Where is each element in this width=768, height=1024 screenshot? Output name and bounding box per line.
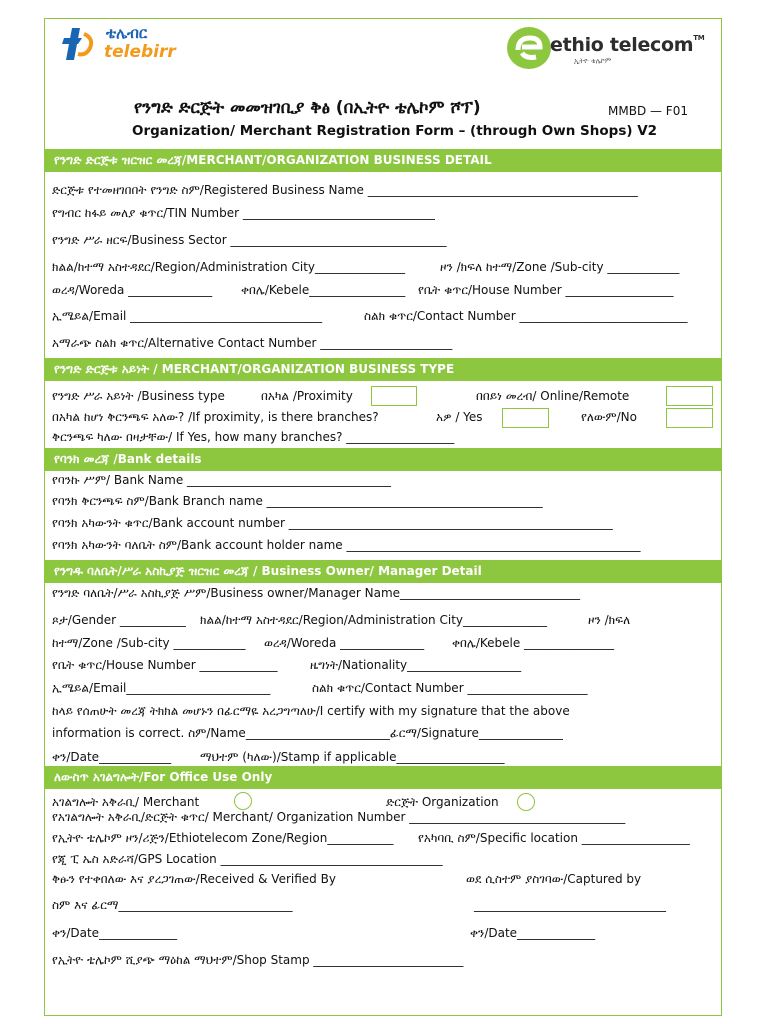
merchant-number-field[interactable]: የአገልግሎት አቅራቢ/ድርጅት ቁጥር/ Merchant/ Organization Number ____________________________________	[52, 810, 626, 824]
gps-location-field[interactable]: የጂ ፒ ኤስ አድራሻ/GPS Location _____________________________________	[52, 852, 443, 866]
region-field[interactable]: ክልል/ከተማ አስተዳደር/Region/Administration City_______________	[52, 260, 405, 274]
section-header-business-detail: የንግድ ድርጅቱ ዝርዝር መረጃ/MERCHANT/ORGANIZATION BUSINESS DETAIL	[44, 149, 722, 172]
owner-region-field[interactable]: ክልል/ከተማ አስተዳደር/Region/Administration City______________	[200, 613, 547, 627]
telebirr-logo-amharic: ቴሌብር	[106, 24, 148, 42]
house-number-field[interactable]: የቤት ቁጥር/House Number __________________	[418, 283, 674, 297]
certify-name-signature-field[interactable]: information is correct. ስም/Name________________________ፊርማ/Signature______________	[52, 726, 563, 740]
merchant-label: አገልግሎት አቅራቢ/ Merchant	[52, 795, 200, 809]
proximity-checkbox[interactable]	[371, 386, 417, 406]
specific-location-field[interactable]: የአካባቢ ስም/Specific location __________________	[418, 831, 690, 845]
telebirr-mark-icon	[60, 24, 96, 64]
contact-number-field[interactable]: ስልክ ቁጥር/Contact Number ____________________________	[364, 309, 688, 323]
kebele-field[interactable]: ቀበሌ/Kebele________________	[241, 283, 406, 297]
account-holder-field[interactable]: የባንክ አካውንት ባለቤት ስም/Bank account holder name _________________________________________________	[52, 538, 641, 552]
woreda-field[interactable]: ወረዳ/Woreda ______________	[52, 283, 213, 297]
name-signature-field[interactable]: ስም እና ፊርማ_____________________________	[52, 898, 293, 912]
online-remote-label: በበይነ መረብ/ Online/Remote	[476, 389, 630, 403]
email-field[interactable]: ኢሜይል/Email ________________________________	[52, 309, 323, 323]
ethio-telecom-logo-text: ethio telecom™	[550, 34, 705, 56]
ethio-telecom-logo-amharic: ኢትዮ ቴሌኮም	[574, 57, 612, 65]
section-header-owner-detail: የንግዱ ባለቤት/ሥራ አስኪያጅ ዝርዝር መረጃ / Business Owner/ Manager Detail	[44, 560, 722, 583]
received-verified-label: ቅፁን የተቀበለው እና ያረጋገጠው/Received & Verified By	[52, 872, 336, 886]
organization-label: ድርጅት Organization	[386, 795, 499, 809]
owner-house-field[interactable]: የቤት ቁጥር/House Number _____________	[52, 658, 278, 672]
yes-label: አዎ / Yes	[436, 410, 483, 424]
section-header-bank-details: የባንክ መረጃ /Bank details	[44, 448, 722, 471]
tin-field[interactable]: የግብር ከፋይ መለያ ቁጥር/TIN Number ________________________________	[52, 206, 435, 220]
form-title-amharic: የንግድ ድርጅት መመዝገቢያ ቅፅ (በኢትዮ ቴሌኮም ሾፕ)	[134, 98, 481, 118]
alternative-contact-field[interactable]: አማራጭ ስልክ ቁጥር/Alternative Contact Number ______________________	[52, 336, 453, 350]
shop-stamp-field[interactable]: የኢትዮ ቴሌኮም ሺያጭ ማዕከል ማህተም/Shop Stamp _________________________	[52, 953, 464, 967]
business-type-label: የንግድ ሥራ አይነት /Business type	[52, 389, 225, 403]
branch-count-field[interactable]: ቅርንጫፍ ካለው በዛታቸው/ If Yes, how many branches? __________________	[52, 430, 455, 444]
yes-checkbox[interactable]	[502, 408, 549, 428]
telebirr-logo	[60, 22, 176, 68]
business-sector-field[interactable]: የንግድ ሥራ ዘርፍ/Business Sector ____________________________________	[52, 233, 447, 247]
branches-question: በአካል ከሆነ ቅርንጫፍ አለው? /If proximity, is there branches?	[52, 410, 379, 424]
owner-zone-label: ዞን /ክፍለ	[588, 613, 631, 627]
received-date-field[interactable]: ቀን/Date_____________	[52, 926, 178, 940]
ethio-telecom-mark-icon	[506, 26, 552, 70]
bank-branch-field[interactable]: የባንክ ቅርንጫፍ ስም/Bank Branch name ______________________________________________	[52, 494, 543, 508]
owner-email-field[interactable]: ኢሜይል/Email________________________	[52, 681, 271, 695]
nationality-field[interactable]: ዜግነት/Nationality___________________	[310, 658, 522, 672]
owner-woreda-field[interactable]: ወረዳ/Woreda ______________	[264, 636, 425, 650]
captured-by-label: ወደ ሲስተም ያስገባው/Captured by	[466, 872, 642, 886]
ethio-telecom-logo	[506, 26, 706, 70]
form-code: MMBD — F01	[608, 104, 688, 118]
no-label: የለውም/No	[581, 410, 637, 424]
registered-name-field[interactable]: ድርጅቱ የተመዘገበበት የንግድ ስም/Registered Business Name _____________________________________________	[52, 183, 638, 197]
captured-by-field[interactable]: ________________________________	[474, 898, 666, 912]
merchant-radio[interactable]	[234, 792, 252, 810]
gender-field[interactable]: ጾታ/Gender ___________	[52, 613, 186, 627]
owner-name-field[interactable]: የንግድ ባለቤት/ሥራ አስኪያጅ ሥም/Business owner/Manager Name______________________________	[52, 586, 581, 600]
bank-name-field[interactable]: የባንኩ ሥም/ Bank Name __________________________________	[52, 473, 392, 487]
section-header-business-type: የንግድ ድርጅቱ አይነት / MERCHANT/ORGANIZATION BUSINESS TYPE	[44, 358, 722, 381]
section-header-office-use: ለውስጥ አገልግሎት/For Office Use Only	[44, 766, 722, 789]
online-remote-checkbox[interactable]	[666, 386, 713, 406]
form-title-english: Organization/ Merchant Registration Form – (through Own Shops) V2	[132, 123, 658, 139]
bank-account-field[interactable]: የባንክ አካውንት ቁጥር/Bank account number ______________________________________________________	[52, 516, 613, 530]
telebirr-logo-text: telebirr	[104, 42, 176, 62]
zone-field[interactable]: ዞን /ክፍለ ከተማ/Zone /Sub-city ____________	[440, 260, 680, 274]
owner-contact-field[interactable]: ስልክ ቁጥር/Contact Number ____________________	[312, 681, 588, 695]
captured-date-field[interactable]: ቀን/Date_____________	[470, 926, 596, 940]
telecom-zone-field[interactable]: የኢትዮ ቴሌኮም ዞን/ሪጅን/Ethiotelecom Zone/Region___________	[52, 831, 394, 845]
stamp-field[interactable]: ማህተም (ካለው)/Stamp if applicable__________________	[200, 750, 505, 764]
owner-zone-field[interactable]: ከተማ/Zone /Sub-city ____________	[52, 636, 246, 650]
no-checkbox[interactable]	[666, 408, 713, 428]
owner-kebele-field[interactable]: ቀበሌ/Kebele _______________	[452, 636, 615, 650]
owner-date-field[interactable]: ቀን/Date____________	[52, 750, 172, 764]
proximity-label: በአካል /Proximity	[261, 389, 353, 403]
certification-text: ከላይ የሰጠሁት መረጃ ትክክል መሆኑን በፊርማዬ አረጋግጣለሁ/I certify with my signature that the above	[52, 704, 570, 718]
